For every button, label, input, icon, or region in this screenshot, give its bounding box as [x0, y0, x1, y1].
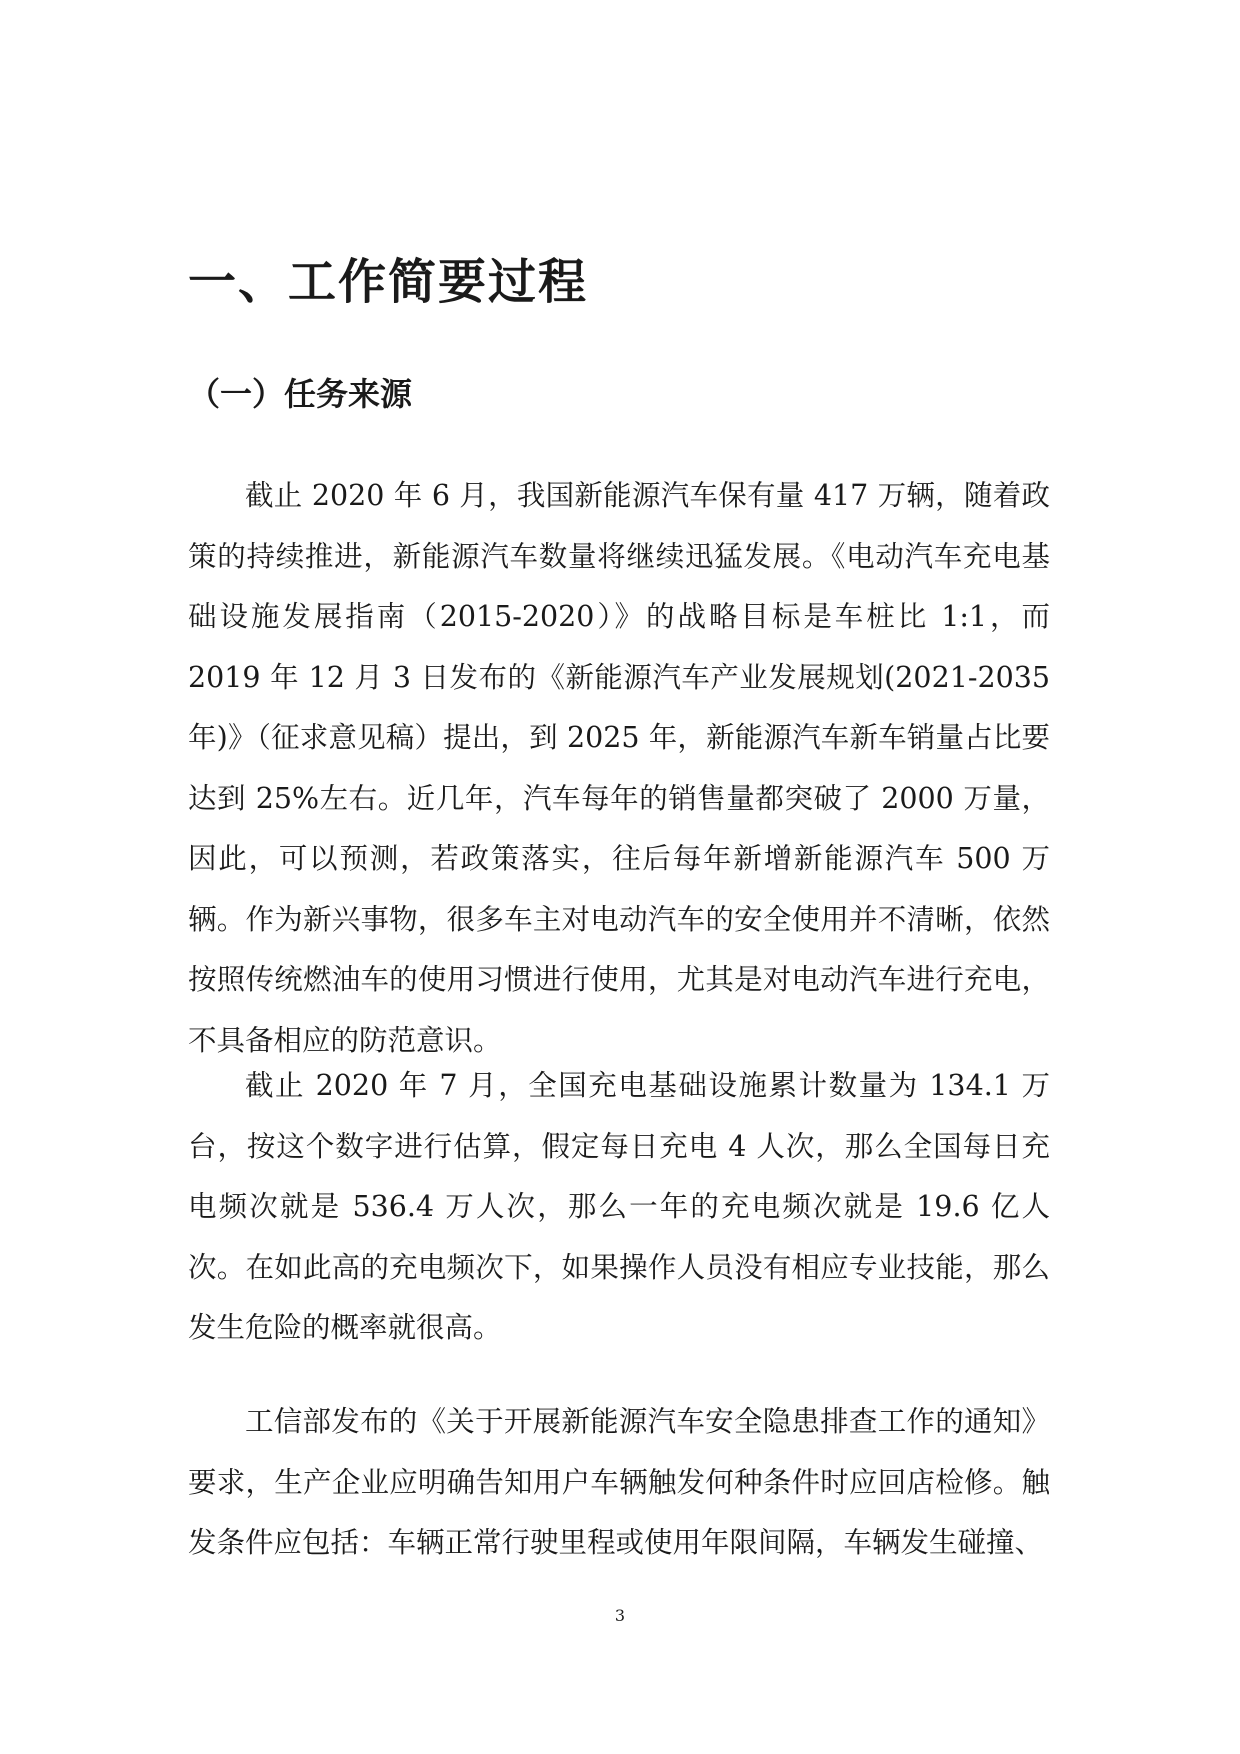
page-number: 3	[614, 1606, 626, 1625]
paragraph-3: 工信部发布的《关于开展新能源汽车安全隐患排查工作的通知》要求，生产企业应明确告知用户车辆触发何种条件时应回店检修。触发条件应包括：车辆正常行驶里程或使用年限间隔，车辆发生碰撞、	[188, 1405, 1050, 1559]
subsection-heading: （一）任务来源	[188, 375, 413, 413]
paragraph-2: 截止 2020 年 7 月，全国充电基础设施累计数量为 134.1 万台，按这个数字进行估算，假定每日充电 4 人次，那么全国每日充电频次就是 536.4 万人次，那么一年的充电频次就是 19.6 亿人次。在如此高的充电频次下，如果操作人员没有相应专业技能，那么发生危险的概率就很高。	[188, 1069, 1050, 1344]
paragraph-1: 截止 2020 年 6 月，我国新能源汽车保有量 417 万辆，随着政策的持续推进，新能源汽车数量将继续迅猛发展。《电动汽车充电基础设施发展指南（2015-2020）》的战略目标是车桩比 1:1，而 2019 年 12 月 3 日发布的《新能源汽车产业发展规划(2021-2035 年)》（征求意见稿）提出，到 2025 年，新能源汽车新车销量占比要达到 25%左右。近几年，汽车每年的销售量都突破了 2000 万量，因此，可以预测，若政策落实，往后每年新增新能源汽车 500 万辆。作为新兴事物，很多车主对电动汽车的安全使用并不清晰，依然按照传统燃油车的使用习惯进行使用，尤其是对电动汽车进行充电，不具备相应的防范意识。	[188, 479, 1050, 1057]
section-heading: 一、工作简要过程	[188, 254, 589, 310]
